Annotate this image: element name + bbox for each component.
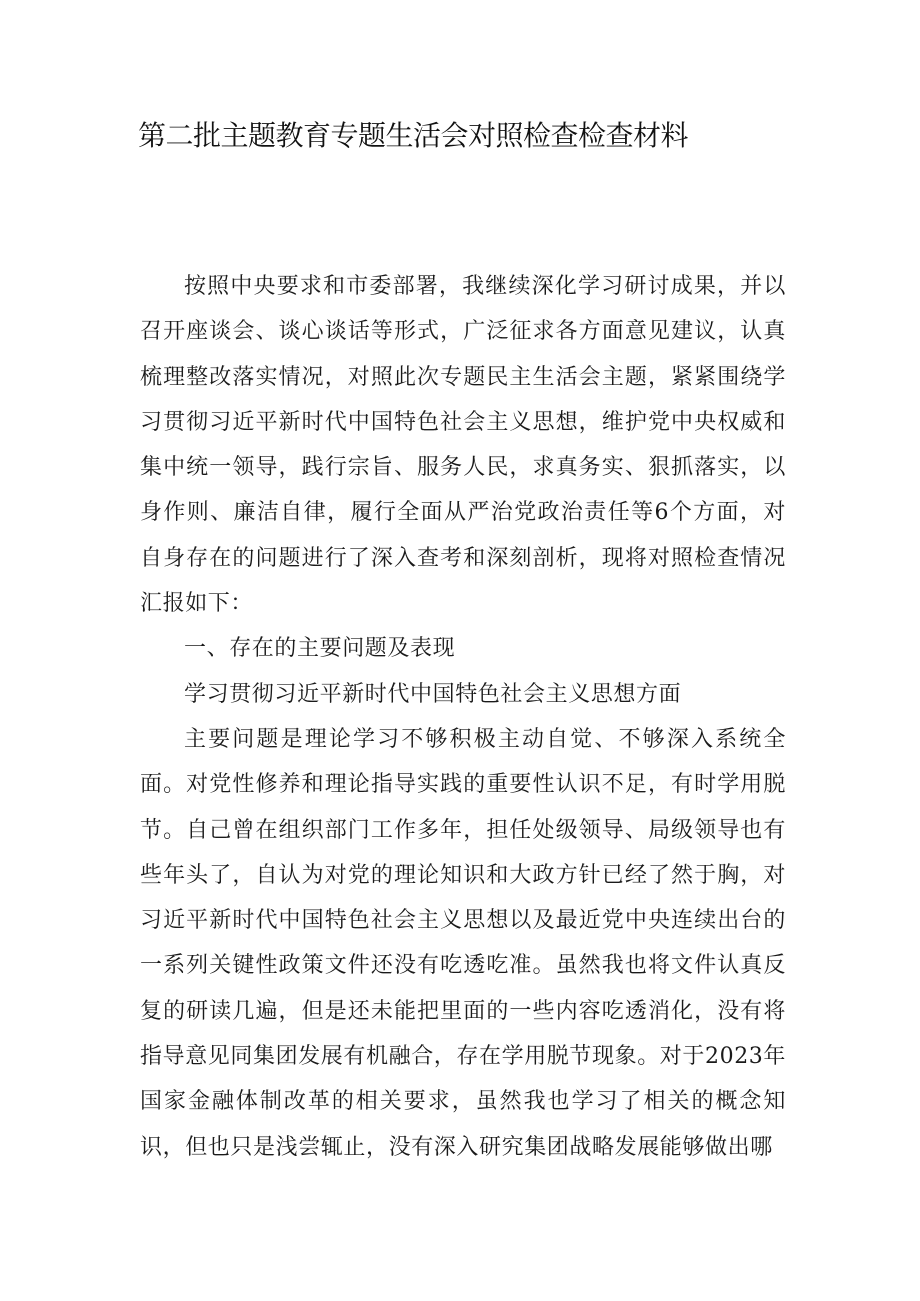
document-body: [140, 264, 786, 1170]
section-heading: 一、存在的主要问题及表现: [184, 636, 456, 662]
document-title: 第二批主题教育专题生活会对照检查检查材料: [138, 119, 689, 152]
intro-paragraph: 按照中央要求和市委部署，我继续深化学习研讨成果，并以召开座谈会、谈心谈话等形式，广泛征求各方面意见建议，认真梳理整改落实情况，对照此次专题民主生活会主题，紧紧围绕学习贯彻习近平新时代中国特色社会主义思想，维护党中央权威和集中统一领导，践行宗旨、服务人民，求真务实、狠抓落实，以身作则、廉洁自律，履行全面从严治党政治责任等6个方面，对自身存在的问题进行了深入查考和深刻剖析，现将对照检查情况汇报如下：: [140, 274, 786, 617]
subsection-paragraph: 主要问题是理论学习不够积极主动自觉、不够深入系统全面。对党性修养和理论指导实践的重要性认识不足，有时学用脱节。自己曾在组织部门工作多年，担任处级领导、局级领导也有些年头了，自认为对党的理论知识和大政方针已经了然于胸，对习近平新时代中国特色社会主义思想以及最近党中央连续出台的一系列关键性政策文件还没有吃透吃准。虽然我也将文件认真反复的研读几遍，但是还未能把里面的一些内容吃透消化，没有将指导意见同集团发展有机融合，存在学用脱节现象。对于2023年国家金融体制改革的相关要求，虽然我也学习了相关的概念知识，但也只是浅尝辄止，没有深入研究集团战略发展能够做出哪: [140, 726, 786, 1160]
subsection-heading: 学习贯彻习近平新时代中国特色社会主义思想方面: [184, 681, 682, 707]
